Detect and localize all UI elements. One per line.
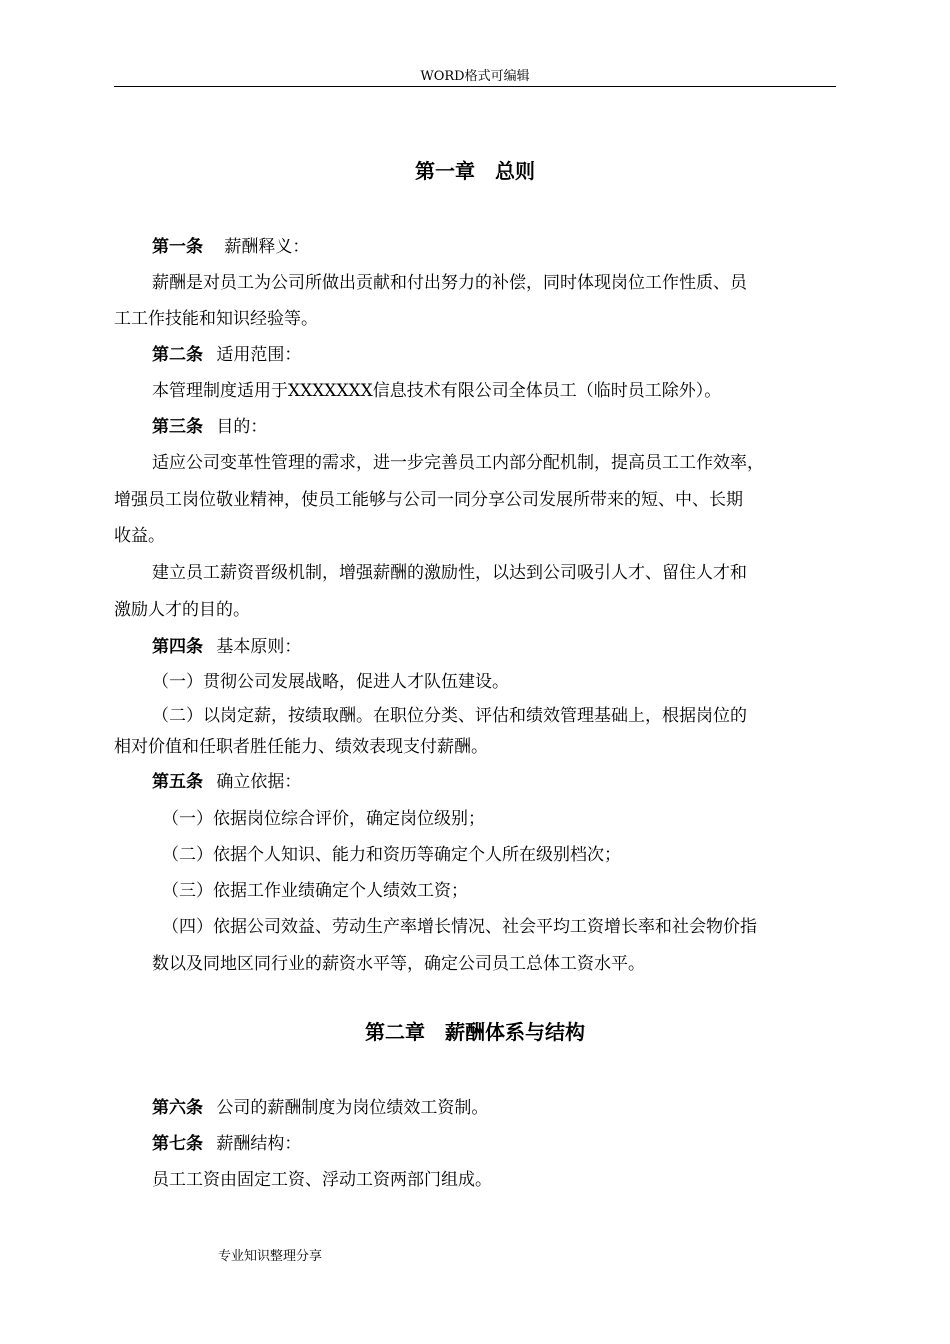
paragraph-line: （一）贯彻公司发展战略，促进人才队伍建设。 (152, 672, 509, 692)
article-2 (152, 343, 301, 367)
article-label: 第六条 (152, 1098, 203, 1118)
article-label: 第一条 (152, 237, 203, 257)
paragraph-line: （一）依据岗位综合评价，确定岗位级别； (162, 809, 485, 829)
article-4 (152, 635, 301, 659)
article-label: 第四条 (152, 637, 203, 657)
article-7 (152, 1132, 301, 1156)
paragraph-line: 工工作技能和知识经验等。 (114, 309, 318, 329)
chapter-title: 第一章 总则 (415, 159, 535, 183)
article-label: 第七条 (152, 1134, 203, 1154)
article-heading: 公司的薪酬制度为岗位绩效工资制。 (216, 1098, 489, 1118)
article-heading: 目的： (216, 417, 268, 437)
article-6 (152, 1096, 488, 1120)
paragraph-line: 相对价值和任职者胜任能力、绩效表现支付薪酬。 (114, 737, 488, 757)
article-heading: 确立依据： (216, 772, 302, 792)
paragraph-line: 收益。 (114, 526, 165, 546)
header-divider (114, 86, 836, 87)
paragraph-line: 数以及同地区同行业的薪资水平等，确定公司员工总体工资水平。 (152, 954, 645, 974)
paragraph-line: 员工工资由固定工资、浮动工资两部门组成。 (152, 1170, 492, 1190)
paragraph-line: 适应公司变革性管理的需求，进一步完善员工内部分配机制，提高员工工作效率， (152, 453, 764, 473)
article-heading: 薪酬结构： (216, 1134, 302, 1154)
article-3 (152, 415, 267, 439)
article-label: 第五条 (152, 772, 203, 792)
paragraph-line: （二）以岗定薪，按绩取酬。在职位分类、评估和绩效管理基础上，根据岗位的 (152, 706, 747, 726)
paragraph-line: （四）依据公司效益、劳动生产率增长情况、社会平均工资增长率和社会物价指 (162, 917, 757, 937)
article-heading: 适用范围： (216, 345, 302, 365)
paragraph-line: 增强员工岗位敬业精神，使员工能够与公司一同分享公司发展所带来的短、中、长期 (114, 490, 743, 510)
article-1 (152, 235, 309, 259)
chapter-title: 第二章 薪酬体系与结构 (365, 1020, 585, 1044)
article-label: 第三条 (152, 417, 203, 437)
paragraph-line: 激励人才的目的。 (114, 600, 250, 620)
paragraph-line: （二）依据个人知识、能力和资历等确定个人所在级别档次； (162, 845, 621, 865)
article-heading: 薪酬释义： (224, 237, 310, 257)
page-header: WORD格式可编辑 (420, 69, 530, 84)
paragraph-line: 本管理制度适用于XXXXXXX信息技术有限公司全体员工（临时员工除外）。 (152, 381, 722, 401)
article-5 (152, 770, 301, 794)
paragraph-line: 薪酬是对员工为公司所做出贡献和付出努力的补偿，同时体现岗位工作性质、员 (152, 273, 747, 293)
page-footer: 专业知识整理分享 (218, 1249, 323, 1264)
paragraph-line: 建立员工薪资晋级机制，增强薪酬的激励性，以达到公司吸引人才、留住人才和 (152, 563, 747, 583)
article-heading: 基本原则： (216, 637, 302, 657)
paragraph-line: （三）依据工作业绩确定个人绩效工资； (162, 881, 468, 901)
article-label: 第二条 (152, 345, 203, 365)
